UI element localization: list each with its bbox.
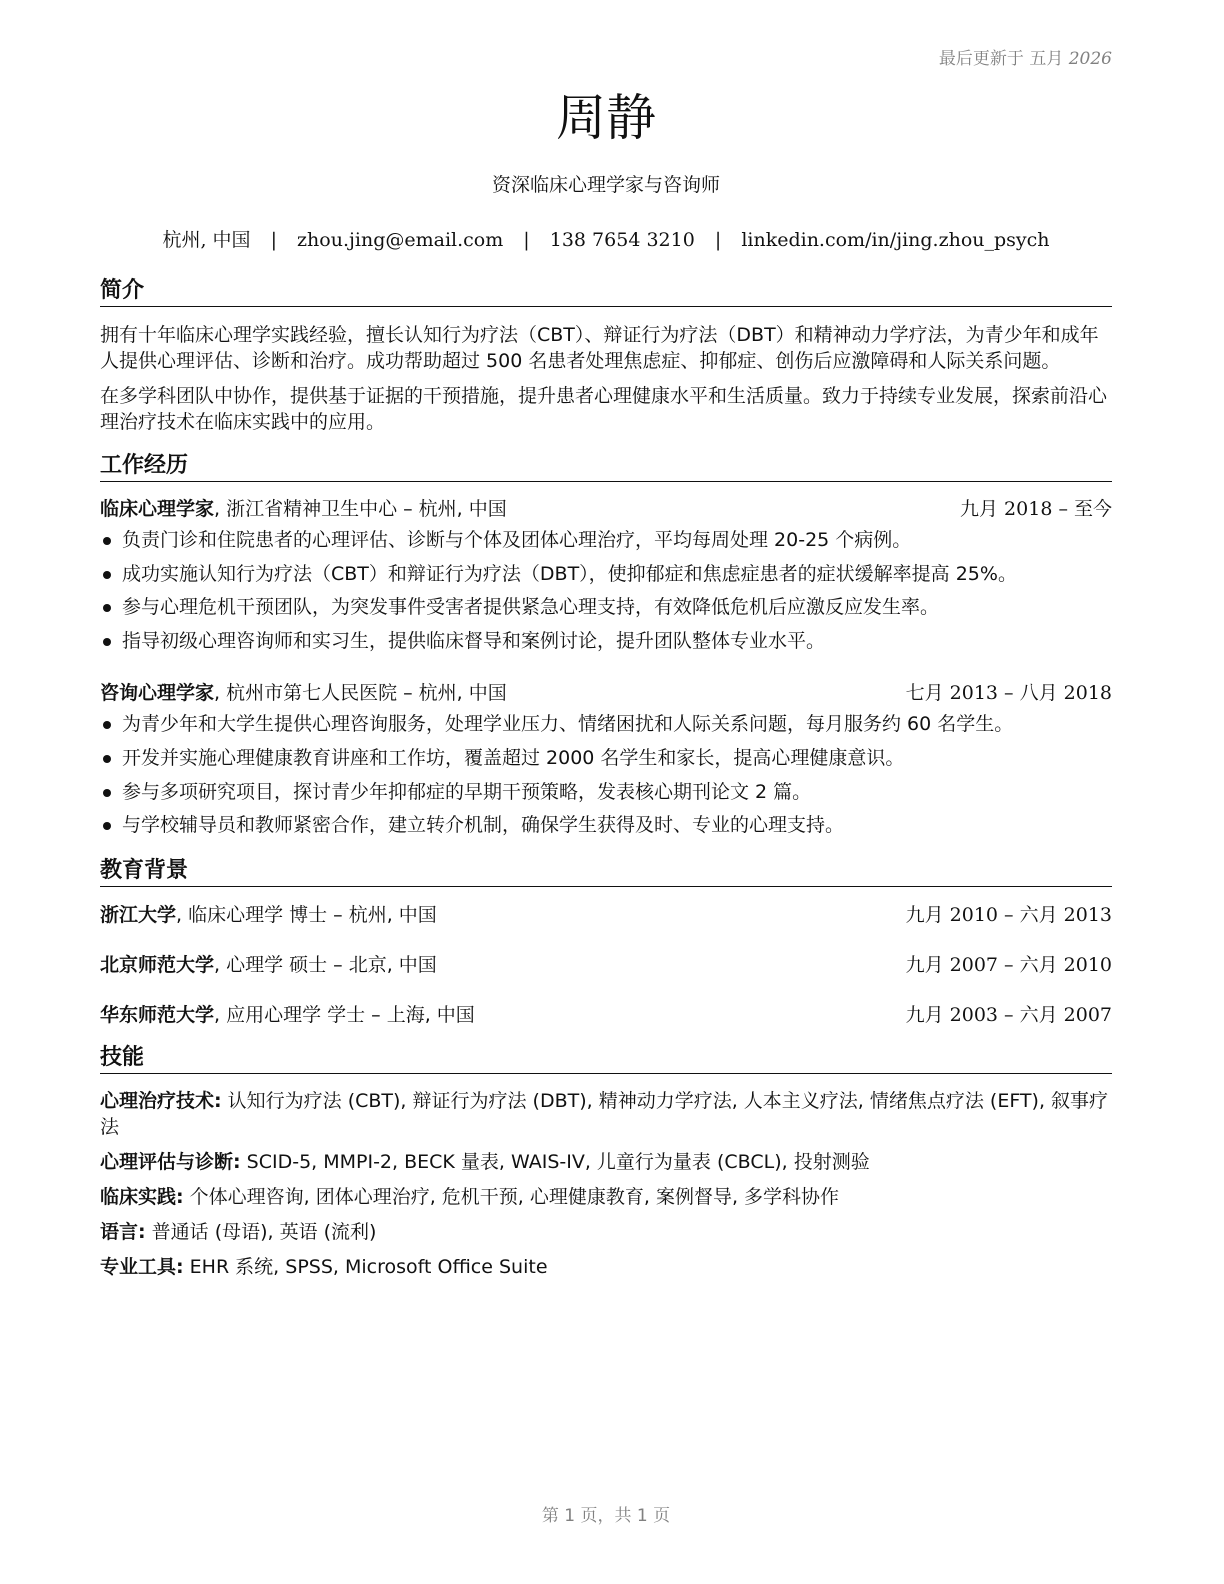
job-header [100, 680, 1112, 706]
skill-label: 专业工具: [100, 1256, 184, 1278]
education-school: 北京师范大学 [100, 954, 215, 976]
last-updated-year: 2026 [1068, 49, 1112, 69]
contact-separator: | [270, 229, 277, 251]
job-role: 咨询心理学家 [100, 682, 215, 704]
candidate-name: 周静 [556, 89, 656, 147]
education-dates: 九月 2007 – 六月 2010 [905, 954, 1112, 976]
job-role: 临床心理学家 [100, 498, 215, 520]
job-bullet: 开发并实施心理健康教育讲座和工作坊，覆盖超过 2000 名学生和家长，提高心理健康意识。 [100, 745, 1112, 771]
candidate-title: 资深临床心理学家与咨询师 [491, 174, 720, 196]
job-bullet: 参与多项研究项目，探讨青少年抑郁症的早期干预策略，发表核心期刊论文 2 篇。 [100, 779, 1112, 805]
skill-label: 心理治疗技术: [100, 1090, 222, 1112]
summary-paragraph: 在多学科团队中协作，提供基于证据的干预措施，提升患者心理健康水平和生活质量。致力于持续专业发展，探索前沿心理治疗技术在临床实践中的应用。 [100, 385, 1108, 433]
education-item [100, 952, 1112, 978]
education-school: 浙江大学 [100, 904, 177, 926]
job-bullet: 为青少年和大学生提供心理咨询服务，处理学业压力、情绪困扰和人际关系问题，每月服务约 60 名学生。 [100, 711, 1112, 737]
job-employer: , 浙江省精神卫生中心 – 杭州, 中国 [214, 498, 507, 520]
education-dates: 九月 2003 – 六月 2007 [905, 1004, 1112, 1026]
education-item [100, 902, 1112, 928]
job-dates: 七月 2013 – 八月 2018 [905, 682, 1112, 704]
skill-line [100, 1184, 1112, 1210]
contact-separator: | [714, 229, 722, 251]
job-employer: , 杭州市第七人民医院 – 杭州, 中国 [214, 682, 507, 704]
summary-paragraph: 拥有十年临床心理学实践经验，擅长认知行为疗法（CBT）、辩证行为疗法（DBT）和精神动力学疗法，为青少年和成年人提供心理评估、诊断和治疗。成功帮助超过 500 名患者处理焦虑症、抑郁症、创伤后应激障碍和人际关系问题。 [100, 324, 1099, 372]
section-heading-education: 教育背景 [100, 857, 1112, 887]
page-number: 第 1 页，共 1 页 [541, 1506, 671, 1526]
contact-phone: 138 7654 3210 [549, 229, 695, 251]
skill-value: 认知行为疗法 (CBT), 辩证行为疗法 (DBT), 精神动力学疗法, 人本主义疗法, 情绪焦点疗法 (EFT), 叙事疗法 [100, 1090, 1109, 1138]
job-bullet: 与学校辅导员和教师紧密合作，建立转介机制，确保学生获得及时、专业的心理支持。 [100, 812, 1112, 838]
skill-line [100, 1254, 1112, 1280]
education-dates: 九月 2010 – 六月 2013 [905, 904, 1112, 926]
resume-page [100, 0, 1112, 1584]
skill-value: EHR 系统, SPSS, Microsoft Office Suite [183, 1256, 548, 1278]
education-degree: , 临床心理学 博士 – 杭州, 中国 [176, 904, 437, 926]
skill-value: 个体心理咨询, 团体心理治疗, 危机干预, 心理健康教育, 案例督导, 多学科协作 [183, 1186, 840, 1208]
last-updated-label: 最后更新于 五月 [938, 49, 1064, 69]
education-item [100, 1002, 1112, 1028]
job-bullet: 指导初级心理咨询师和实习生，提供临床督导和案例讨论，提升团队整体专业水平。 [100, 628, 1112, 654]
contact-linkedin[interactable]: linkedin.com/in/jing.zhou_psych [741, 229, 1050, 251]
contact-location: 杭州, 中国 [162, 229, 251, 251]
skill-value: 普通话 (母语), 英语 (流利) [145, 1221, 377, 1243]
contact-separator: | [523, 229, 530, 251]
section-heading-experience: 工作经历 [100, 452, 1112, 482]
section-heading-skills: 技能 [100, 1044, 1112, 1074]
skill-label: 语言: [100, 1221, 146, 1243]
skill-line [100, 1149, 1112, 1175]
skill-line [100, 1088, 1112, 1140]
job-header [100, 496, 1112, 522]
section-heading-summary: 简介 [100, 277, 1112, 307]
contact-email[interactable]: zhou.jing@email.com [297, 229, 504, 251]
contact-line [100, 225, 1112, 252]
job-dates: 九月 2018 – 至今 [960, 498, 1112, 520]
skill-label: 临床实践: [100, 1186, 184, 1208]
last-updated [939, 44, 1112, 69]
job-bullet: 参与心理危机干预团队，为突发事件受害者提供紧急心理支持，有效降低危机后应激反应发生率。 [100, 594, 1112, 620]
skill-value: SCID-5, MMPI-2, BECK 量表, WAIS-IV, 儿童行为量表 (CBCL), 投射测验 [240, 1151, 870, 1173]
job-bullet: 负责门诊和住院患者的心理评估、诊断与个体及团体心理治疗，平均每周处理 20-25 个病例。 [100, 527, 1112, 553]
education-degree: , 应用心理学 学士 – 上海, 中国 [214, 1004, 475, 1026]
education-degree: , 心理学 硕士 – 北京, 中国 [214, 954, 437, 976]
job-bullet: 成功实施认知行为疗法（CBT）和辩证行为疗法（DBT），使抑郁症和焦虑症患者的症状缓解率提高 25%。 [100, 561, 1112, 587]
education-school: 华东师范大学 [100, 1004, 215, 1026]
skill-label: 心理评估与诊断: [100, 1151, 241, 1173]
skill-line [100, 1219, 1112, 1245]
